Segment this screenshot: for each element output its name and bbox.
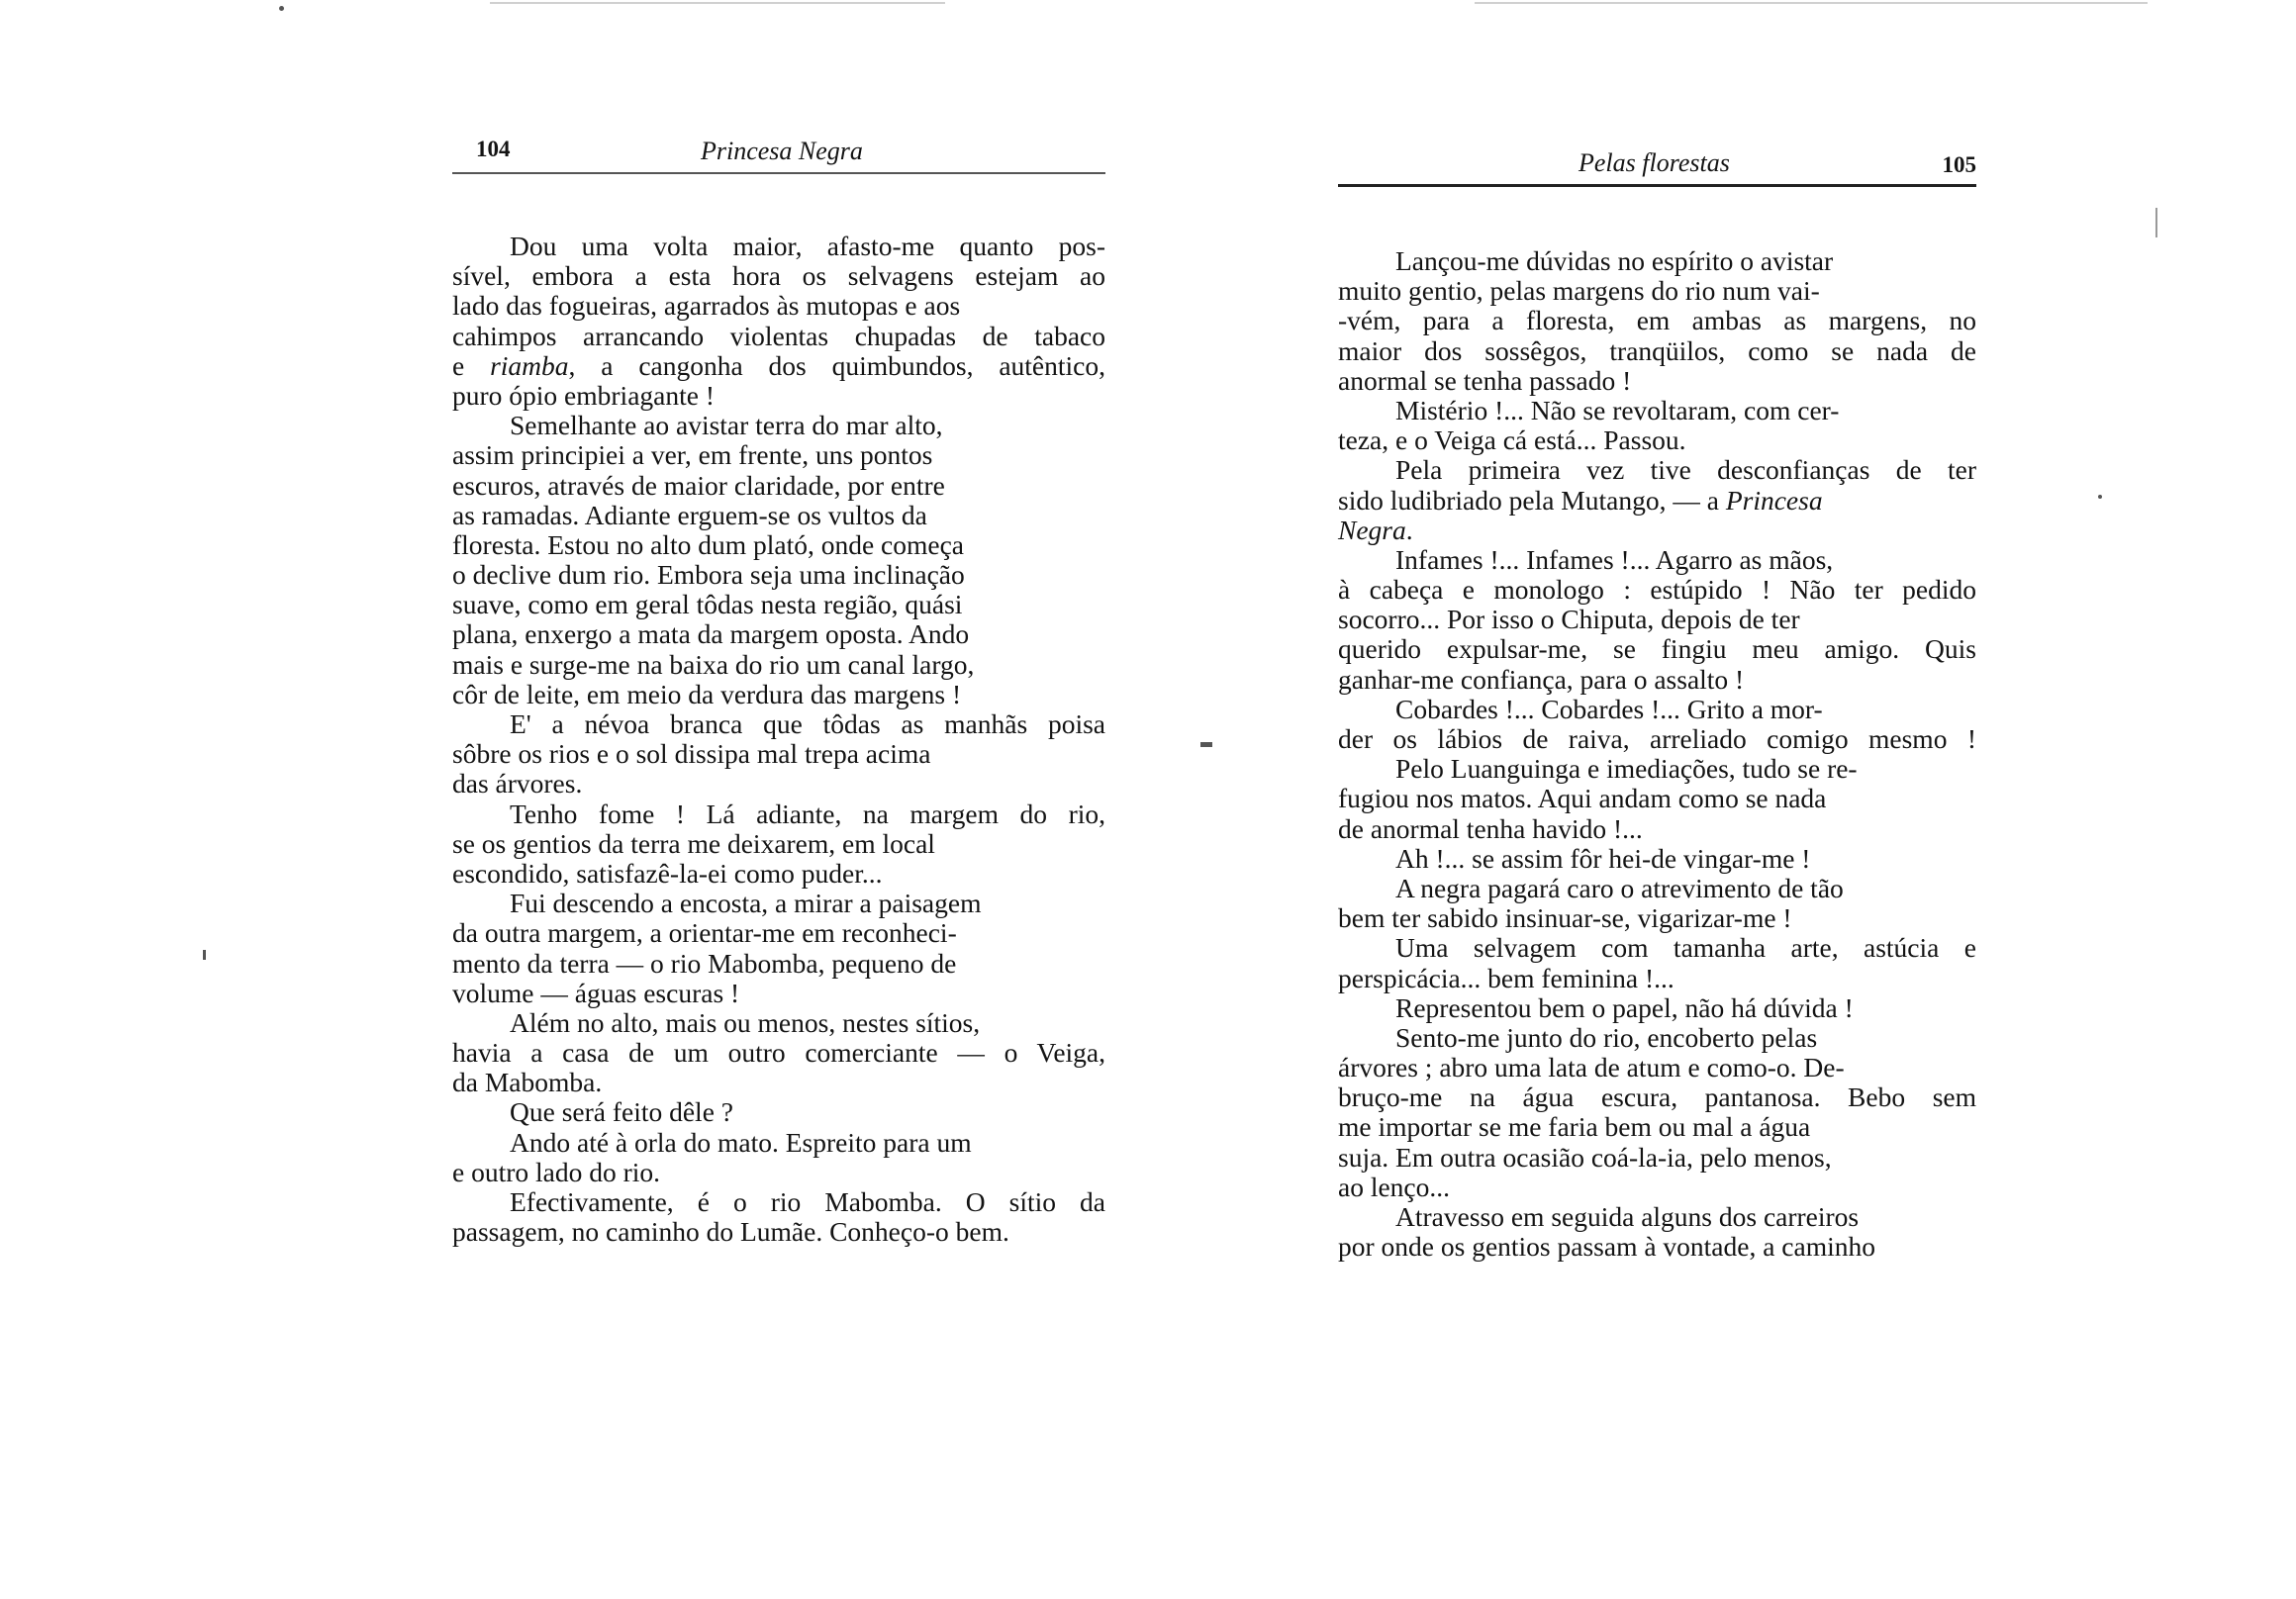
text-line: bruço-me na água escura, pantanosa. Bebo sem xyxy=(1338,1082,1976,1113)
text-segment: . xyxy=(1405,514,1413,545)
text-line: cahimpos arrancando violentas chupadas de tabaco xyxy=(452,320,1105,351)
text-line: havia a casa de um outro comerciante — o Veiga, xyxy=(452,1037,1105,1069)
text-line: E' a névoa branca que tôdas as manhãs poisa xyxy=(510,708,1105,739)
text-line xyxy=(1338,486,1976,516)
text-line: floresta. Estou no alto dum plató, onde começa xyxy=(452,528,965,560)
text-line: Uma selvagem com tamanha arte, astúcia e xyxy=(1395,932,1976,964)
page-number: 105 xyxy=(1942,152,1976,177)
page-number: 104 xyxy=(476,137,511,161)
text-line: puro ópio embriagante ! xyxy=(452,379,715,411)
text-line: árvores ; abro uma lata de atum e como-o. De- xyxy=(1338,1052,1845,1083)
text-line: assim principiei a ver, em frente, uns pontos xyxy=(452,439,933,471)
text-line: se os gentios da terra me deixarem, em local xyxy=(452,827,935,859)
text-line: Tenho fome ! Lá adiante, na margem do rio, xyxy=(510,798,1105,829)
text-line: ao lenço... xyxy=(1338,1171,1451,1202)
text-line: Lançou-me dúvidas no espírito o avistar xyxy=(1395,245,1834,276)
text-line xyxy=(1338,516,1976,545)
scan-speck xyxy=(2098,495,2102,499)
scan-speck xyxy=(279,6,284,11)
text-line: querido expulsar-me, se fingiu meu amigo. Quis xyxy=(1338,633,1976,665)
text-line: escuros, através de maior claridade, por entre xyxy=(452,469,945,501)
text-line: à cabeça e monologo : estúpido ! Não ter pedido xyxy=(1338,574,1976,606)
text-line: Sento-me junto do rio, encoberto pelas xyxy=(1395,1021,1818,1053)
page-body-text xyxy=(452,232,1105,1247)
text-line: teza, e o Veiga cá está... Passou. xyxy=(1338,424,1686,456)
text-line: de anormal tenha havido !... xyxy=(1338,812,1643,844)
text-line: da Mabomba. xyxy=(452,1067,603,1098)
text-line: o declive dum rio. Embora seja uma inclinação xyxy=(452,559,965,591)
text-line: der os lábios de raiva, arreliado comigo mesmo ! xyxy=(1338,723,1976,754)
text-line: plana, enxergo a mata da margem oposta. Ando xyxy=(452,618,970,650)
text-segment: sido ludibriado pela Mutango, — a xyxy=(1338,484,1726,516)
scan-speck xyxy=(203,950,206,960)
italic-text-segment: Princesa xyxy=(1725,484,1823,516)
text-line: socorro... Por isso o Chiputa, depois de ter xyxy=(1338,604,1800,635)
text-line: bem ter sabido insinuar-se, vigarizar-me ! xyxy=(1338,902,1792,934)
text-line: e outro lado do rio. xyxy=(452,1156,661,1187)
italic-text-segment: Negra xyxy=(1338,514,1406,545)
text-line: das árvores. xyxy=(452,768,583,800)
running-head xyxy=(1338,146,1976,187)
running-title: Pelas florestas xyxy=(1578,148,1730,177)
text-segment: , a cangonha dos quimbundos, autêntico, xyxy=(568,349,1105,381)
running-head xyxy=(452,133,1105,174)
text-line: suja. Em outra ocasião coá-la-ia, pelo menos, xyxy=(1338,1141,1832,1173)
text-line: Ah !... se assim fôr hei-de vingar-me ! xyxy=(1395,842,1811,874)
text-line: sível, embora a esta hora os selvagens estejam ao xyxy=(452,260,1105,292)
text-line: côr de leite, em meio da verdura das margens ! xyxy=(452,678,962,709)
text-line: Fui descendo a encosta, a mirar a paisagem xyxy=(510,888,982,919)
text-line: A negra pagará caro o atrevimento de tão xyxy=(1395,872,1844,903)
text-line: Semelhante ao avistar terra do mar alto, xyxy=(510,410,943,441)
italic-text-segment: riamba xyxy=(490,349,569,381)
scan-speck xyxy=(2155,208,2157,237)
text-line: muito gentio, pelas margens do rio num vai- xyxy=(1338,275,1820,307)
scan-speck xyxy=(1200,742,1212,747)
text-line: anormal se tenha passado ! xyxy=(1338,364,1632,396)
text-line: perspicácia... bem feminina !... xyxy=(1338,962,1674,993)
text-line: suave, como em geral tôdas nesta região, quási xyxy=(452,589,963,620)
text-line: escondido, satisfazê-la-ei como puder... xyxy=(452,857,883,889)
text-line: Pela primeira vez tive desconfianças de ter xyxy=(1395,454,1976,486)
text-line: Cobardes !... Cobardes !... Grito a mor- xyxy=(1395,693,1823,724)
text-line: as ramadas. Adiante erguem-se os vultos da xyxy=(452,499,927,530)
scan-top-rule xyxy=(1475,2,2148,4)
text-line: Que será feito dêle ? xyxy=(510,1096,733,1128)
text-line: -vém, para a floresta, em ambas as margens, no xyxy=(1338,305,1976,336)
text-line: Pelo Luanguinga e imediações, tudo se re- xyxy=(1395,753,1858,785)
text-line: Atravesso em seguida alguns dos carreiros xyxy=(1395,1201,1860,1232)
text-line xyxy=(452,351,1105,381)
text-line: Mistério !... Não se revoltaram, com cer- xyxy=(1395,394,1840,425)
text-line: sôbre os rios e o sol dissipa mal trepa acima xyxy=(452,738,931,770)
text-line: por onde os gentios passam à vontade, a caminho xyxy=(1338,1231,1875,1263)
text-line: da outra margem, a orientar-me em reconheci- xyxy=(452,917,957,949)
text-line: fugiou nos matos. Aqui andam como se nada xyxy=(1338,783,1827,814)
text-line: me importar se me faria bem ou mal a água xyxy=(1338,1111,1811,1143)
running-title: Princesa Negra xyxy=(701,137,863,165)
text-line: Representou bem o papel, não há dúvida ! xyxy=(1395,991,1854,1023)
text-line: Dou uma volta maior, afasto-me quanto pos- xyxy=(510,231,1105,261)
text-line: lado das fogueiras, agarrados às mutopas e aos xyxy=(452,290,961,322)
text-line: Além no alto, mais ou menos, nestes sítios, xyxy=(510,1006,981,1038)
text-line: ganhar-me confiança, para o assalto ! xyxy=(1338,663,1745,695)
scan-top-rule xyxy=(490,2,945,4)
text-line: Infames !... Infames !... Agarro as mãos, xyxy=(1395,543,1834,575)
text-segment: e xyxy=(452,349,491,381)
page-body-text xyxy=(1338,246,1976,1262)
text-line: Efectivamente, é o rio Mabomba. O sítio da xyxy=(510,1186,1105,1217)
text-line: Ando até à orla do mato. Espreito para um xyxy=(510,1126,972,1158)
text-line: mento da terra — o rio Mabomba, pequeno de xyxy=(452,947,957,979)
text-line: maior dos sossêgos, tranqüilos, como se nada de xyxy=(1338,334,1976,366)
text-line: passagem, no caminho do Lumãe. Conheço-o bem. xyxy=(452,1216,1009,1248)
text-line: volume — águas escuras ! xyxy=(452,977,740,1008)
text-line: mais e surge-me na baixa do rio um canal largo, xyxy=(452,648,975,680)
